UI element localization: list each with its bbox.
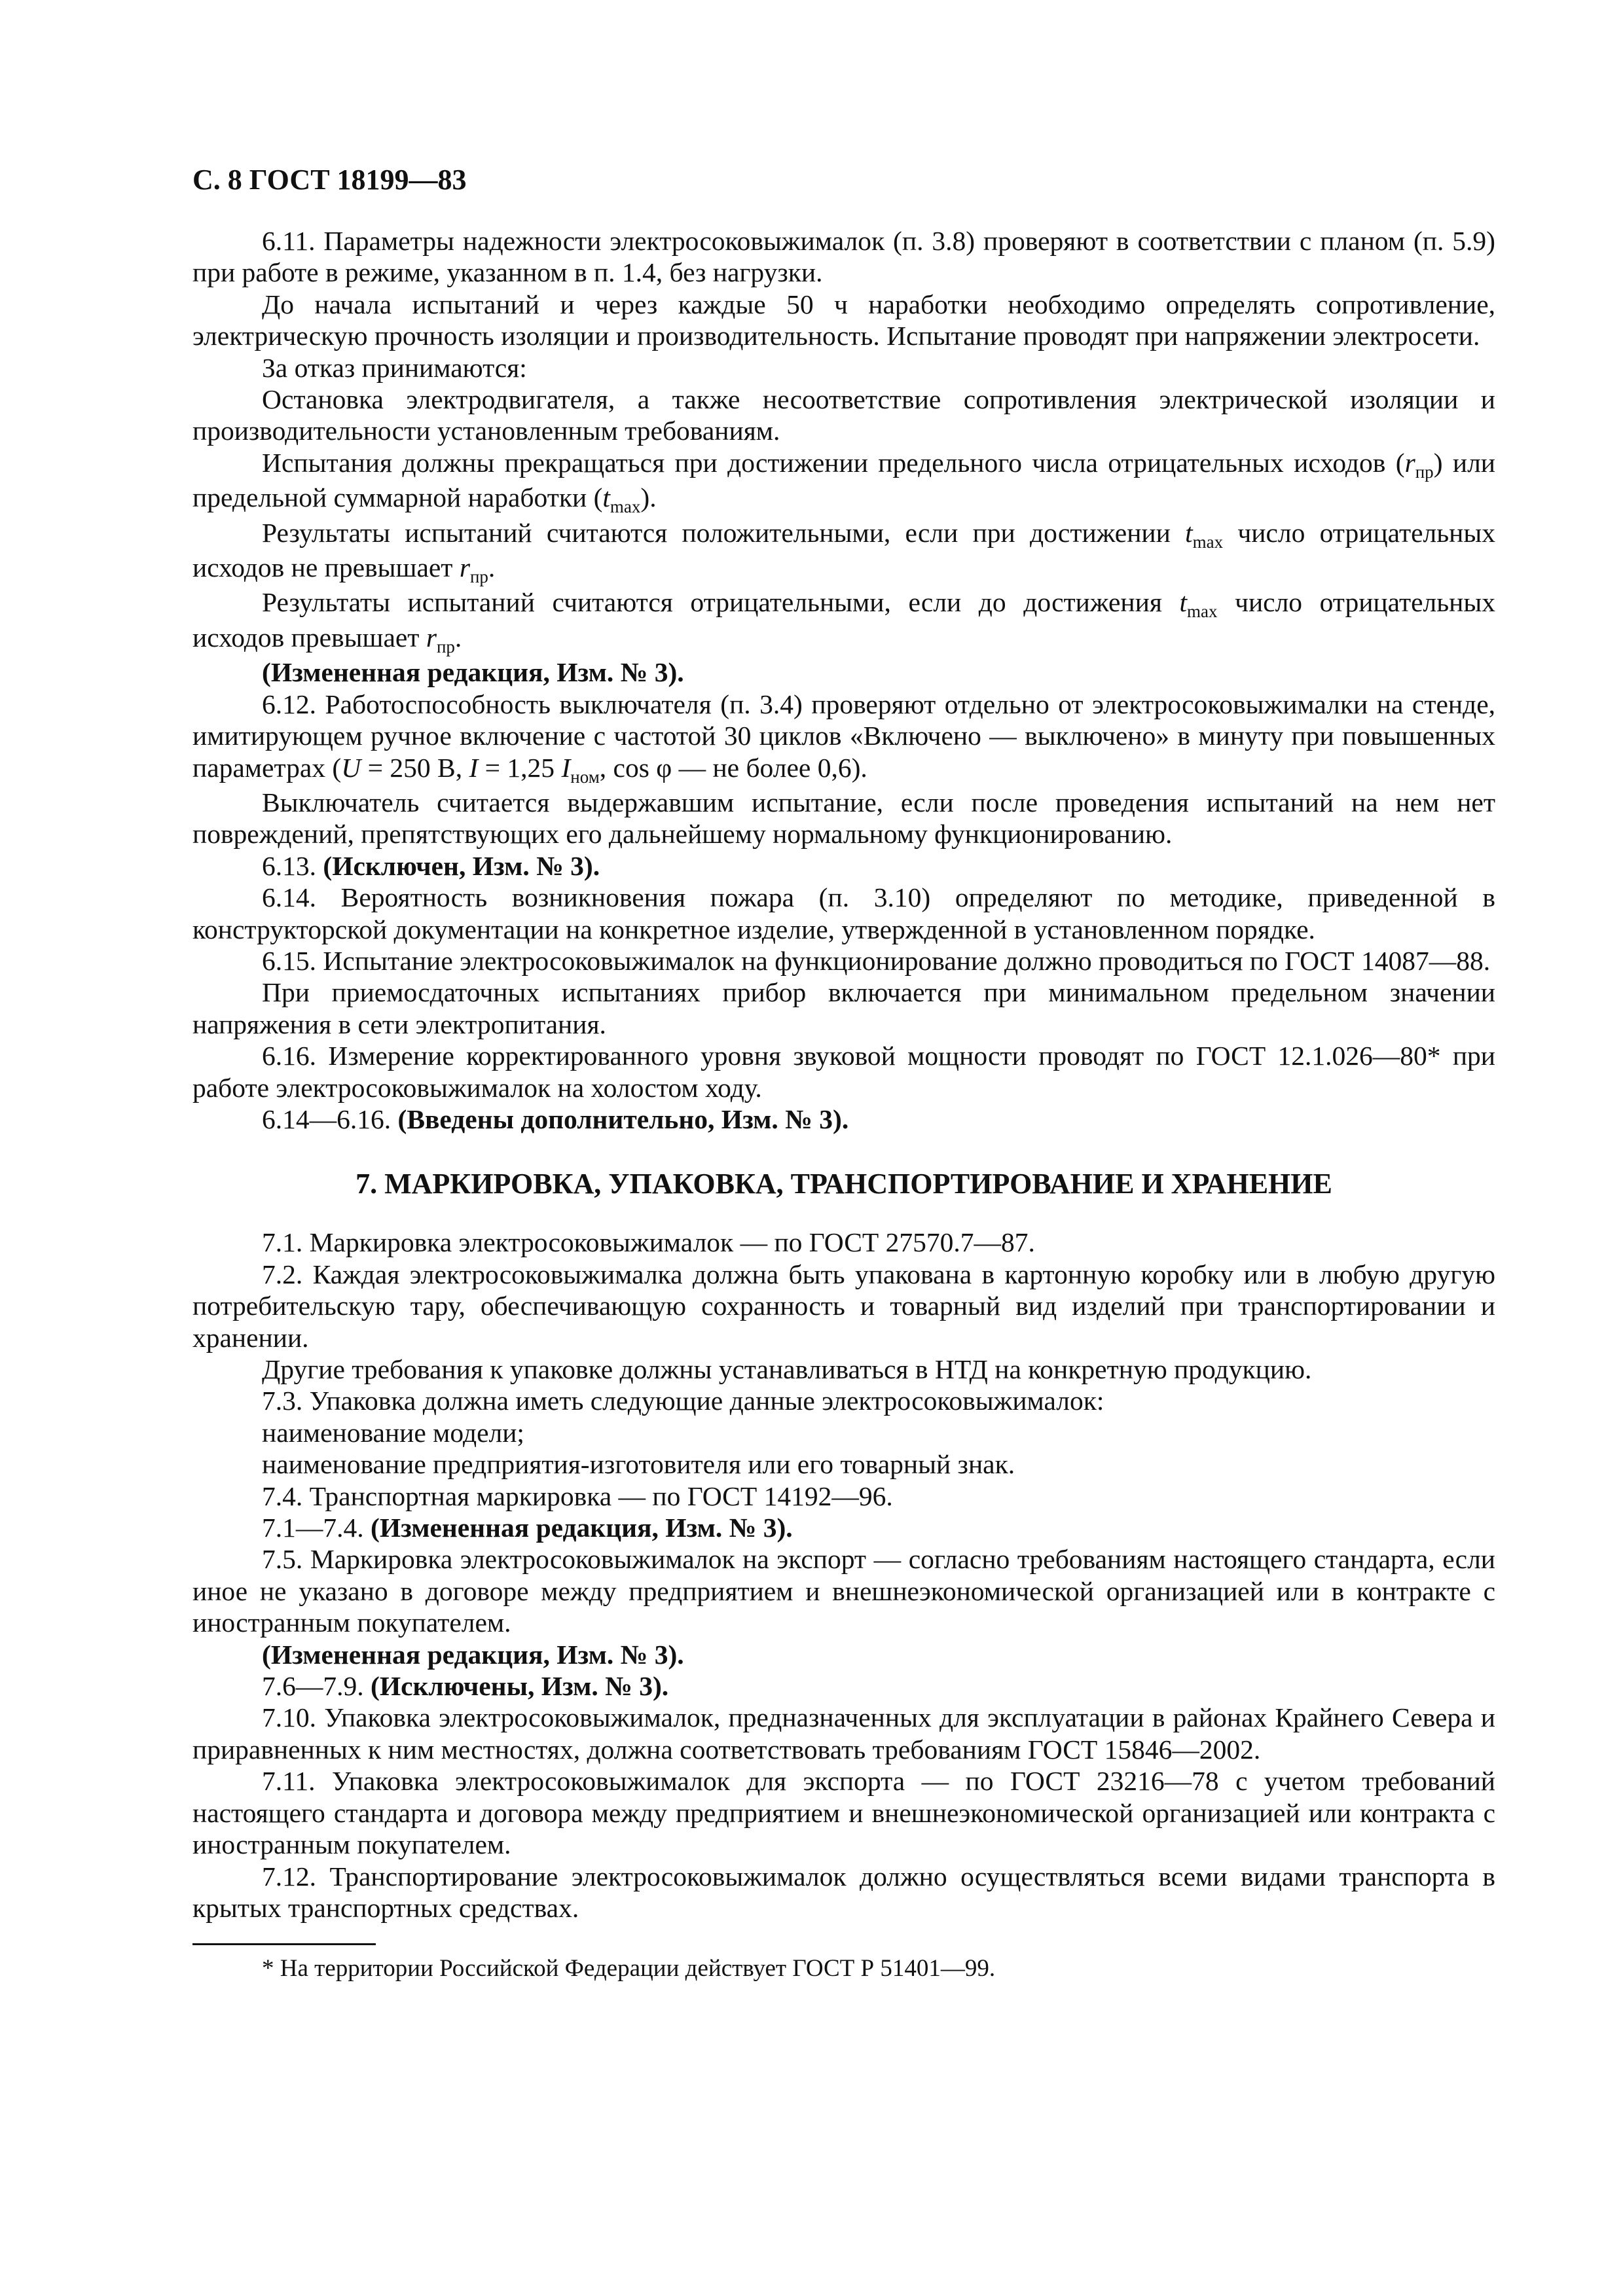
paragraph-7-11: 7.11. Упаковка электросоковыжималок для экспорта — по ГОСТ 23216—78 с учетом требований настоящего стандарта и договора между предприятием и внешнеэкономической организацией или контракта с иностранным покупателем. (192, 1766, 1495, 1860)
paragraph-6-13 (192, 850, 1495, 882)
subscript: пр (469, 567, 488, 587)
paragraph-7-2: 7.2. Каждая электросоковыжималка должна быть упакована в картонную коробку или в любую другую потребительскую тару, обеспечивающую сохранность и товарный вид изделий при транспортировании и хранении. (192, 1259, 1495, 1353)
paragraph-7-4: 7.4. Транспортная маркировка — по ГОСТ 14192—96. (262, 1480, 893, 1511)
paragraph-6-12-b: Выключатель считается выдержавшим испытание, если после проведения испытаний на нем нет повреждений, препятствующих его дальнейшему нормальному функционированию. (192, 787, 1495, 850)
text-run: . (488, 552, 496, 583)
amendment-bold: (Исключены, Изм. № 3). (371, 1671, 669, 1702)
page-header: С. 8 ГОСТ 18199—83 (192, 164, 467, 196)
subscript: max (1192, 531, 1224, 552)
text-run: Результаты испытаний считаются отрицательными, если до достижения (262, 587, 1180, 618)
text-run: 7.6—7.9. (262, 1671, 371, 1702)
paragraph-7-1: 7.1. Маркировка электросоковыжималок — по ГОСТ 27570.7—87. (262, 1227, 1035, 1258)
text-run: ). (640, 482, 657, 513)
paragraph-6-14: 6.14. Вероятность возникновения пожара (п. 3.10) определяют по методике, приведенной в конструкторской документации на конкретное изделие, утвержденной в установленном порядке. (192, 882, 1495, 944)
paragraph-7-10: 7.10. Упаковка электросоковыжималок, предназначенных для эксплуатации в районах Крайнего Севера и приравненных к ним местностях, должна соответствовать требованиям ГОСТ 15846—2002. (192, 1702, 1495, 1765)
symbol-U: U (341, 752, 361, 783)
text-run: = 250 В, (361, 752, 469, 783)
paragraph-6-15: 6.15. Испытание электросоковыжималок на функционирование должно проводиться по ГОСТ 14087—88. (262, 945, 1491, 976)
subscript: max (610, 497, 641, 517)
text-run: число отрицательных исходов не превышает (192, 517, 1495, 583)
paragraph-6-11: 6.11. Параметры надежности электросоковыжималок (п. 3.8) проверяют в соответствии с планом (п. 5.9) при работе в режиме, указанном в п. 1.4, без нагрузки. (192, 226, 1495, 288)
text-run: , cos φ — не более 0,6). (599, 752, 867, 783)
symbol-t: t (1185, 517, 1193, 548)
symbol-t: t (602, 482, 610, 513)
section-7-title: 7. МАРКИРОВКА, УПАКОВКА, ТРАНСПОРТИРОВАНИЕ И ХРАНЕНИЕ (356, 1168, 1332, 1200)
text-run: 6.12. Работоспособность выключателя (п. 3.4) проверяют отдельно от электросоковыжималки на стенде, имитирующем ручное включение с частотой 30 циклов «Включено — выключено» в минуту при повышенных параметрах ( (192, 689, 1495, 783)
paragraph-6-11-c: За отказ принимаются: (262, 352, 527, 383)
paragraph-6-15-b: При приемосдаточных испытаниях прибор включается при минимальном предельном значении напряжения в сети электропитания. (192, 977, 1495, 1039)
paragraph-6-12 (192, 689, 1495, 787)
subscript: max (1187, 601, 1218, 622)
symbol-r: r (1404, 447, 1415, 478)
paragraph-7-3: 7.3. Упаковка должна иметь следующие данные электросоковыжималок: (262, 1386, 1104, 1416)
text-run: 7.1—7.4. (262, 1513, 371, 1543)
paragraph-7-2-b: Другие требования к упаковке должны устанавливаться в НТД на конкретную продукцию. (262, 1354, 1312, 1384)
amendment-bold: (Измененная редакция, Изм. № 3). (262, 1639, 684, 1670)
paragraph-6-11-b: До начала испытаний и через каждые 50 ч наработки необходимо определять сопротивление, электрическую прочность изоляции и производительность. Испытание проводят при напряжении электросети. (192, 289, 1495, 351)
amendment-note (192, 656, 1495, 688)
paragraph-7-5: 7.5. Маркировка электросоковыжималок на экспорт — согласно требованиям настоящего стандарта, если иное не указано в договоре между предприятием и внешнеэкономической организацией или в контракте с иностранным покупателем. (192, 1544, 1495, 1638)
symbol-I-nom: I (561, 752, 571, 783)
paragraph-6-11-f (192, 517, 1495, 587)
subscript: пр (436, 636, 455, 656)
footnote-divider (192, 1943, 376, 1945)
text-run: = 1,25 (478, 752, 562, 783)
symbol-r: r (426, 622, 437, 653)
subscript: пр (1415, 461, 1434, 482)
amendment-bold: (Исключен, Изм. № 3). (323, 850, 600, 881)
paragraph-6-14-6-16 (192, 1103, 1495, 1135)
footnote: * На территории Российской Федерации действует ГОСТ Р 51401—99. (262, 1955, 996, 1982)
document-page (192, 164, 1495, 1983)
text-run: 6.14—6.16. (262, 1103, 398, 1134)
text-run: число отрицательных исходов превышает (192, 587, 1496, 653)
paragraph-6-11-e (192, 447, 1495, 517)
paragraph-6-11-g (192, 586, 1495, 656)
amendment-note (192, 1639, 1495, 1670)
symbol-r: r (459, 552, 470, 583)
paragraph-6-16: 6.16. Измерение корректированного уровня звуковой мощности проводят по ГОСТ 12.1.026—80* при работе электросоковыжималок на холостом ходу. (192, 1041, 1495, 1103)
paragraph-7-3-b: наименование предприятия-изготовителя или его товарный знак. (262, 1449, 1015, 1480)
subscript: ном (570, 766, 600, 787)
amendment-bold: (Введены дополнительно, Изм. № 3). (397, 1103, 849, 1134)
symbol-t: t (1179, 587, 1188, 618)
text-run: . (454, 622, 462, 653)
paragraph-7-12: 7.12. Транспортирование электросоковыжималок должно осуществляться всеми видами транспорта в крытых транспортных средствах. (192, 1861, 1495, 1923)
paragraph-7-3-a: наименование модели; (262, 1417, 524, 1448)
paragraph-7-6-7-9 (192, 1670, 1495, 1702)
amendment-bold: (Измененная редакция, Изм. № 3). (371, 1513, 793, 1543)
text-run: 6.13. (262, 850, 323, 881)
amendment-bold: (Измененная редакция, Изм. № 3). (262, 657, 684, 688)
symbol-I: I (469, 752, 479, 783)
text-run: Испытания должны прекращаться при достижении предельного числа отрицательных исходов ( (262, 447, 1405, 478)
paragraph-6-11-d: Остановка электродвигателя, а также несоответствие сопротивления электрической изоляции и производительности установленным требованиям. (192, 384, 1495, 446)
text-run: Результаты испытаний считаются положительными, если при достижении (262, 517, 1186, 548)
text-run: ) или предельной суммарной наработки ( (192, 447, 1496, 513)
paragraph-7-1-7-4 (192, 1512, 1495, 1543)
